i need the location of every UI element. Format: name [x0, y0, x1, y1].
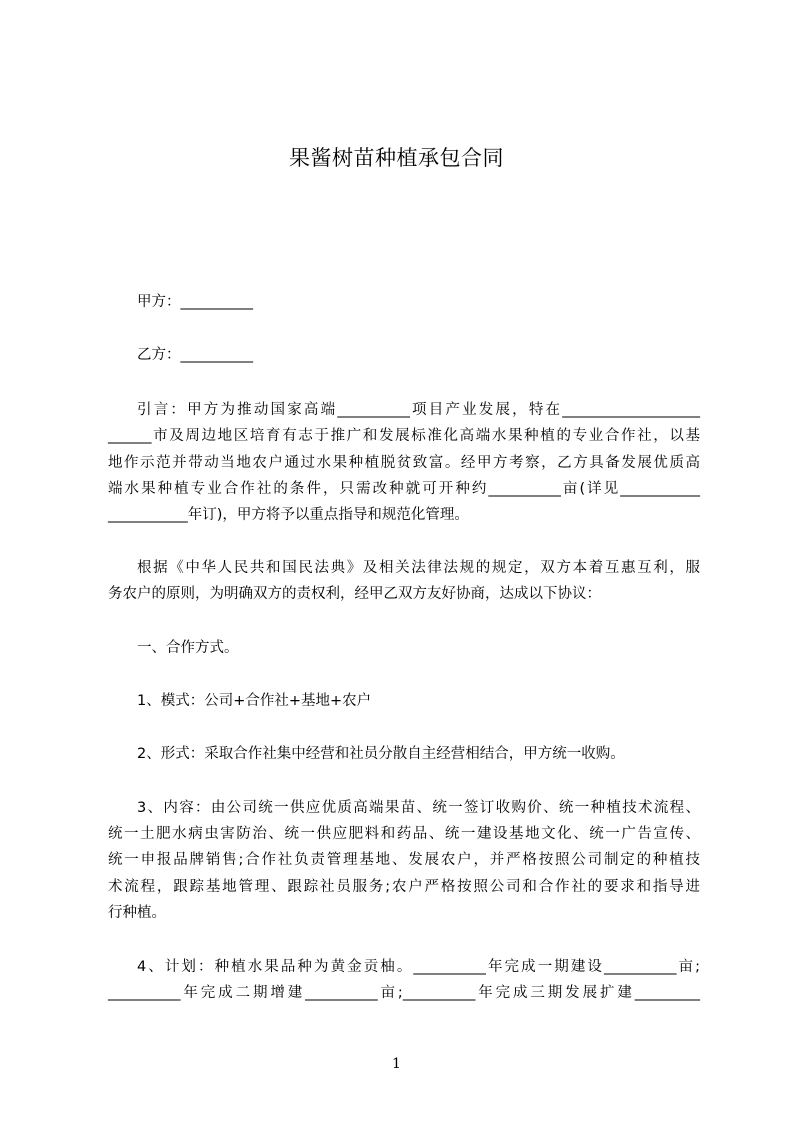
content-line: 3、内容：由公司统一供应优质高端果苗、统一签订收购价、统一种植技术流程、 — [137, 800, 700, 816]
page-number: 1 — [392, 1056, 401, 1072]
section-heading: 一、合作方式。 — [137, 640, 239, 656]
plan-line: 4、计划：种植水果品种为黄金贡柚。__________年完成一期建设__________亩; — [137, 959, 700, 975]
intro-line: 引言：甲方为推动国家高端__________项目产业发展，特在___________________ — [137, 402, 700, 418]
plan-line: __________年完成二期增建__________亩;__________年完成三期发展扩建_________ — [108, 985, 700, 1001]
clause-model: 1、模式：公司+合作社+基地+农户 — [137, 693, 372, 709]
intro-line: 端水果种植专业合作社的条件，只需改种就可开种约__________亩(详见___________ — [108, 481, 700, 497]
basis-line: 务农户的原则，为明确双方的责权利，经甲乙双方友好协商，达成以下协议： — [108, 586, 601, 602]
intro-line: ___________年订)，甲方将予以重点指导和规范化管理。 — [108, 507, 469, 523]
basis-line: 根据《中华人民共和国民法典》及相关法律法规的规定，双方本着互惠互利，服 — [137, 560, 700, 576]
content-line: 行种植。 — [108, 905, 166, 921]
content-line: 统一申报品牌销售;合作社负责管理基地、发展农户，并严格按照公司制定的种植技 — [108, 852, 700, 868]
clause-form: 2、形式：采取合作社集中经营和社员分散自主经营相结合，甲方统一收购。 — [137, 746, 625, 762]
content-line: 术流程，跟踪基地管理、跟踪社员服务;农户严格按照公司和合作社的要求和指导进 — [108, 879, 700, 895]
intro-line: 地作示范并带动当地农户通过水果种植脱贫致富。经甲方考察，乙方具备发展优质高 — [108, 455, 700, 471]
contract-title: 果酱树苗种植承包合同 — [289, 146, 504, 170]
party-b-line: 乙方：__________ — [137, 347, 253, 363]
content-line: 统一土肥水病虫害防治、统一供应肥料和药品、统一建设基地文化、统一广告宣传、 — [108, 826, 700, 842]
intro-line: ______市及周边地区培育有志于推广和发展标准化高端水果种植的专业合作社，以基 — [108, 428, 700, 444]
party-a-line: 甲方：__________ — [137, 294, 253, 310]
